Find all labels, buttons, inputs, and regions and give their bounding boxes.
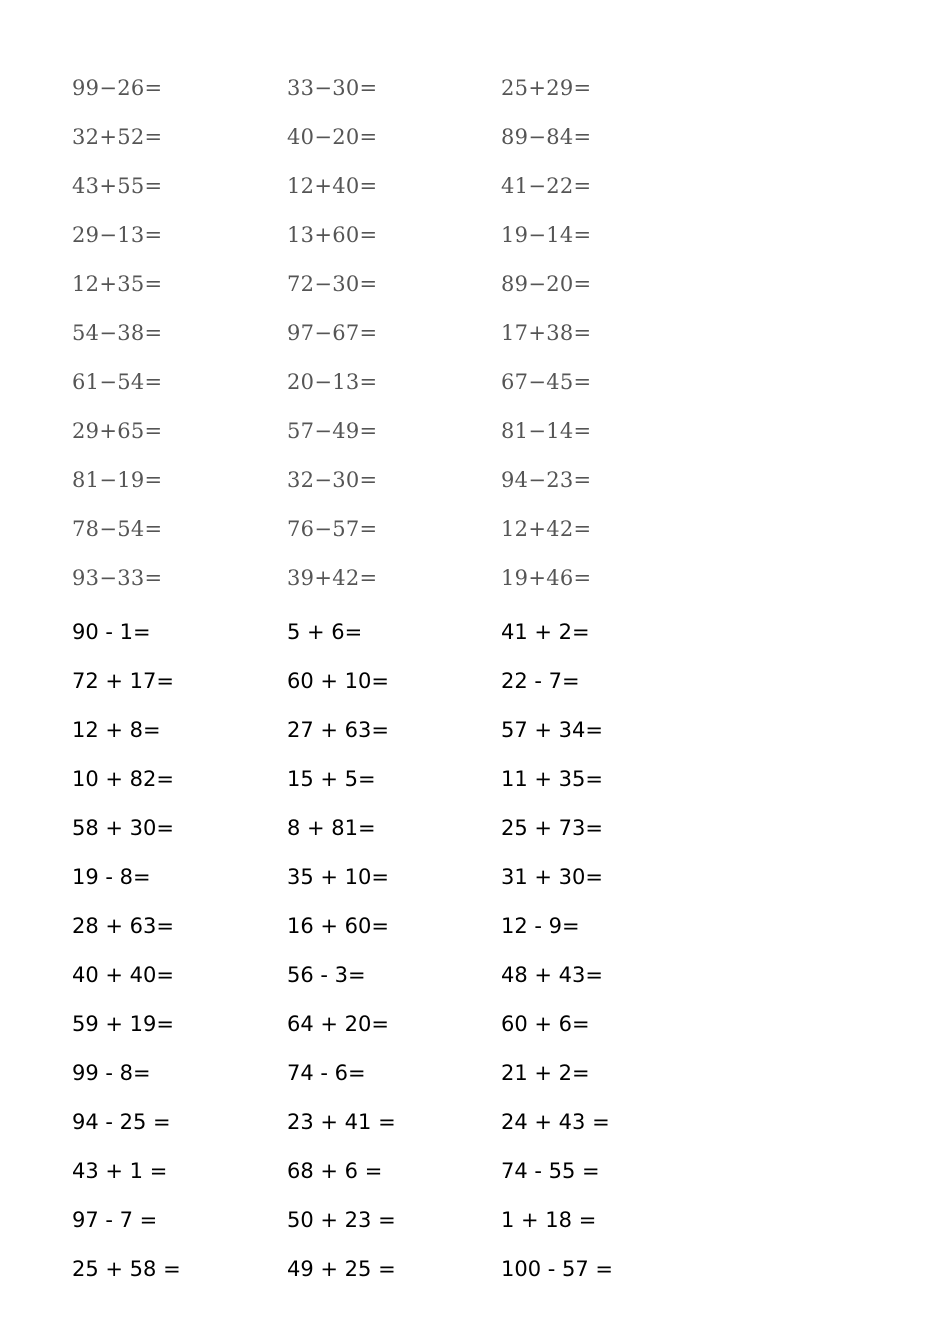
math-problem: 56 - 3= <box>287 963 366 987</box>
math-problem: 74 - 55 = <box>501 1159 600 1183</box>
math-problem: 49 + 25 = <box>287 1257 396 1281</box>
problem-row <box>72 64 772 113</box>
math-problem: 40 + 40= <box>72 963 174 987</box>
math-problem: 28 + 63= <box>72 914 174 938</box>
math-problem: 48 + 43= <box>501 963 603 987</box>
math-problem: 12+35= <box>72 272 163 296</box>
problem-section-sans <box>72 608 772 1294</box>
math-problem: 64 + 20= <box>287 1012 389 1036</box>
math-problem: 25 + 73= <box>501 816 603 840</box>
math-problem: 67−45= <box>501 370 592 394</box>
math-problem: 97 - 7 = <box>72 1208 158 1232</box>
math-problem: 24 + 43 = <box>501 1110 610 1134</box>
math-problem: 81−19= <box>72 468 163 492</box>
math-problem: 58 + 30= <box>72 816 174 840</box>
problem-row <box>72 1049 772 1098</box>
math-problem: 57 + 34= <box>501 718 603 742</box>
problem-row <box>72 113 772 162</box>
math-problem: 94 - 25 = <box>72 1110 171 1134</box>
problem-row <box>72 902 772 951</box>
math-problem: 60 + 10= <box>287 669 389 693</box>
problem-section-serif <box>72 64 772 603</box>
math-problem: 100 - 57 = <box>501 1257 614 1281</box>
problem-row <box>72 1147 772 1196</box>
math-problem: 13+60= <box>287 223 378 247</box>
math-problem: 19−14= <box>501 223 592 247</box>
problem-row <box>72 260 772 309</box>
problem-row <box>72 162 772 211</box>
math-problem: 99−26= <box>72 76 163 100</box>
math-problem: 29−13= <box>72 223 163 247</box>
math-problem: 50 + 23 = <box>287 1208 396 1232</box>
math-problem: 99 - 8= <box>72 1061 151 1085</box>
math-problem: 59 + 19= <box>72 1012 174 1036</box>
math-problem: 8 + 81= <box>287 816 376 840</box>
math-problem: 12 - 9= <box>501 914 580 938</box>
math-problem: 43+55= <box>72 174 163 198</box>
math-problem: 78−54= <box>72 517 163 541</box>
math-problem: 19 - 8= <box>72 865 151 889</box>
math-problem: 10 + 82= <box>72 767 174 791</box>
math-problem: 61−54= <box>72 370 163 394</box>
math-problem: 41 + 2= <box>501 620 590 644</box>
math-problem: 39+42= <box>287 566 378 590</box>
math-problem: 25+29= <box>501 76 592 100</box>
math-problem: 11 + 35= <box>501 767 603 791</box>
problem-row <box>72 554 772 603</box>
math-problem: 23 + 41 = <box>287 1110 396 1134</box>
math-problem: 32−30= <box>287 468 378 492</box>
problem-row <box>72 1196 772 1245</box>
math-problem: 29+65= <box>72 419 163 443</box>
problem-row <box>72 211 772 260</box>
math-problem: 60 + 6= <box>501 1012 590 1036</box>
math-problem: 27 + 63= <box>287 718 389 742</box>
problem-row <box>72 657 772 706</box>
math-problem: 93−33= <box>72 566 163 590</box>
math-problem: 43 + 1 = <box>72 1159 168 1183</box>
problem-row <box>72 755 772 804</box>
math-problem: 5 + 6= <box>287 620 363 644</box>
math-problem: 12+40= <box>287 174 378 198</box>
problem-row <box>72 309 772 358</box>
math-problem: 16 + 60= <box>287 914 389 938</box>
math-problem: 74 - 6= <box>287 1061 366 1085</box>
math-problem: 57−49= <box>287 419 378 443</box>
problem-row <box>72 456 772 505</box>
problem-row <box>72 804 772 853</box>
problem-row <box>72 706 772 755</box>
math-problem: 19+46= <box>501 566 592 590</box>
problem-row <box>72 1000 772 1049</box>
math-problem: 1 + 18 = <box>501 1208 597 1232</box>
math-problem: 97−67= <box>287 321 378 345</box>
math-problem: 25 + 58 = <box>72 1257 181 1281</box>
problem-row <box>72 951 772 1000</box>
math-problem: 94−23= <box>501 468 592 492</box>
math-problem: 90 - 1= <box>72 620 151 644</box>
problem-row <box>72 407 772 456</box>
problem-row <box>72 505 772 554</box>
math-problem: 54−38= <box>72 321 163 345</box>
math-problem: 21 + 2= <box>501 1061 590 1085</box>
math-problem: 89−20= <box>501 272 592 296</box>
math-problem: 32+52= <box>72 125 163 149</box>
math-problem: 76−57= <box>287 517 378 541</box>
math-problem: 81−14= <box>501 419 592 443</box>
math-problem: 12 + 8= <box>72 718 161 742</box>
math-problem: 89−84= <box>501 125 592 149</box>
math-problem: 31 + 30= <box>501 865 603 889</box>
math-problem: 35 + 10= <box>287 865 389 889</box>
math-problem: 20−13= <box>287 370 378 394</box>
math-problem: 68 + 6 = <box>287 1159 383 1183</box>
math-problem: 17+38= <box>501 321 592 345</box>
math-problem: 15 + 5= <box>287 767 376 791</box>
problem-row <box>72 1098 772 1147</box>
problem-row <box>72 608 772 657</box>
math-problem: 33−30= <box>287 76 378 100</box>
math-problem: 72−30= <box>287 272 378 296</box>
problem-row <box>72 853 772 902</box>
math-problem: 22 - 7= <box>501 669 580 693</box>
problem-row <box>72 1245 772 1294</box>
math-problem: 41−22= <box>501 174 592 198</box>
math-problem: 72 + 17= <box>72 669 174 693</box>
math-problem: 12+42= <box>501 517 592 541</box>
math-problem: 40−20= <box>287 125 378 149</box>
problem-row <box>72 358 772 407</box>
